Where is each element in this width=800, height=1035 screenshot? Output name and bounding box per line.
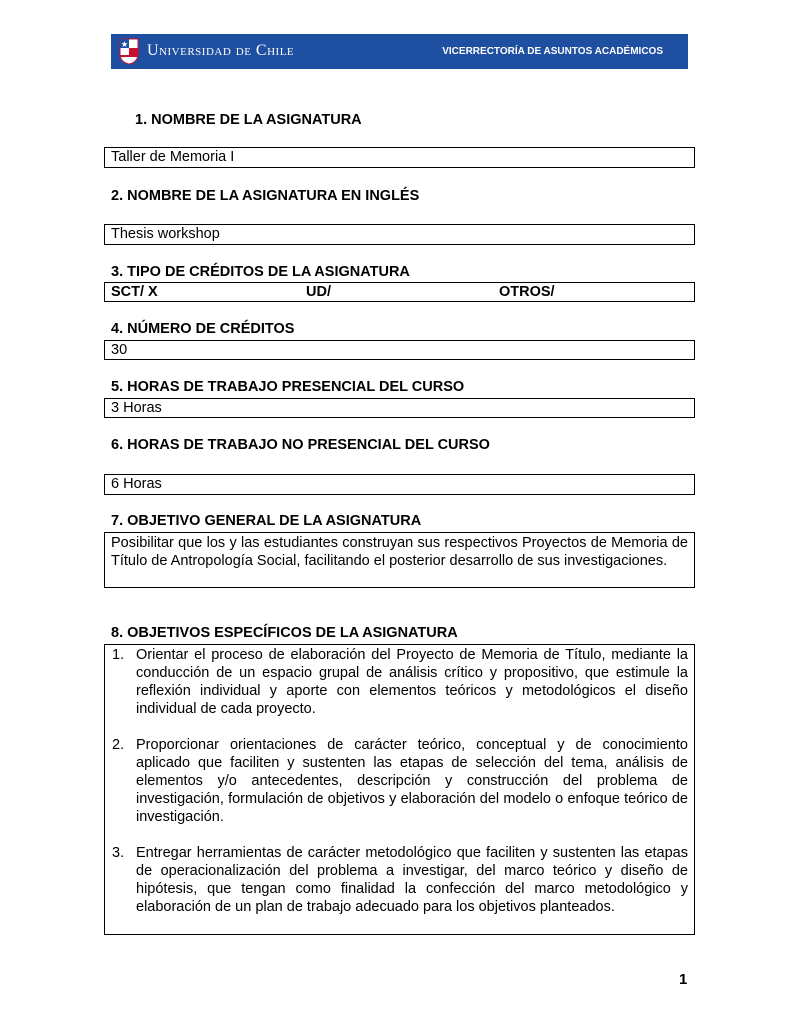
objective-number: 3. [112, 845, 125, 861]
objective-text: Entregar herramientas de carácter metodológico que faciliten y sustenten las etapas de operacionalización del problema a investigar, del marco teórico y diseño de hipótesis, que tengan como finalidad la confección del marco metodológico y elaboración de un plan de trabajo adecuado para los objetivos planteados. [136, 845, 688, 915]
list-item [112, 844, 688, 916]
section-4-title: 4. NÚMERO DE CRÉDITOS [111, 321, 295, 337]
list-item [112, 646, 688, 718]
section-1-value: Taller de Memoria I [104, 147, 695, 168]
section-5-title: 5. HORAS DE TRABAJO PRESENCIAL DEL CURSO [111, 379, 465, 395]
header-banner [111, 34, 688, 69]
section-6-value: 6 Horas [104, 474, 695, 495]
credit-type-ud: UD/ [306, 284, 331, 300]
list-item [112, 736, 688, 826]
page-number: 1 [679, 971, 688, 988]
university-crest-icon [119, 38, 139, 65]
specific-objectives-list [104, 644, 695, 935]
objective-text: Orientar el proceso de elaboración del Proyecto de Memoria de Título, mediante la conducción de un espacio grupal de análisis crítico y propositivo, que estimule la reflexión individual y aporte con elementos teóricos y metodológicos el diseño individual de cada proyecto. [136, 647, 688, 717]
objective-number: 2. [112, 737, 125, 753]
credit-type-otros: OTROS/ [499, 284, 555, 300]
section-7-value: Posibilitar que los y las estudiantes construyan sus respectivos Proyectos de Memoria de Título de Antropología Social, facilitando el posterior desarrollo de sus investigaciones. [104, 532, 695, 588]
credit-type-row [104, 282, 695, 302]
vicerrectoria-label: VICERRECTORÍA DE ASUNTOS ACADÉMICOS [442, 46, 663, 57]
section-7-title: 7. OBJETIVO GENERAL DE LA ASIGNATURA [111, 513, 422, 529]
section-6-title: 6. HORAS DE TRABAJO NO PRESENCIAL DEL CURSO [111, 437, 490, 453]
section-8-title: 8. OBJETIVOS ESPECÍFICOS DE LA ASIGNATURA [111, 625, 458, 641]
objective-text: Proporcionar orientaciones de carácter teórico, conceptual y de conocimiento aplicado que faciliten y sustenten las etapas de selección del tema, análisis de elementos y/o antecedentes, descripción y construcción del problema de investigación, formulación de objetivos y elaboración del modelo o enfoque teórico de investigación. [136, 737, 688, 825]
section-3-title: 3. TIPO DE CRÉDITOS DE LA ASIGNATURA [111, 264, 410, 280]
section-2-value: Thesis workshop [104, 224, 695, 245]
university-name: Universidad de Chile [147, 42, 295, 59]
section-2-title: 2. NOMBRE DE LA ASIGNATURA EN INGLÉS [111, 188, 420, 204]
section-5-value: 3 Horas [104, 398, 695, 418]
objective-number: 1. [112, 647, 125, 663]
section-4-value: 30 [104, 340, 695, 360]
credit-type-sct: SCT/ X [111, 284, 158, 300]
section-1-title: 1. NOMBRE DE LA ASIGNATURA [135, 112, 362, 128]
